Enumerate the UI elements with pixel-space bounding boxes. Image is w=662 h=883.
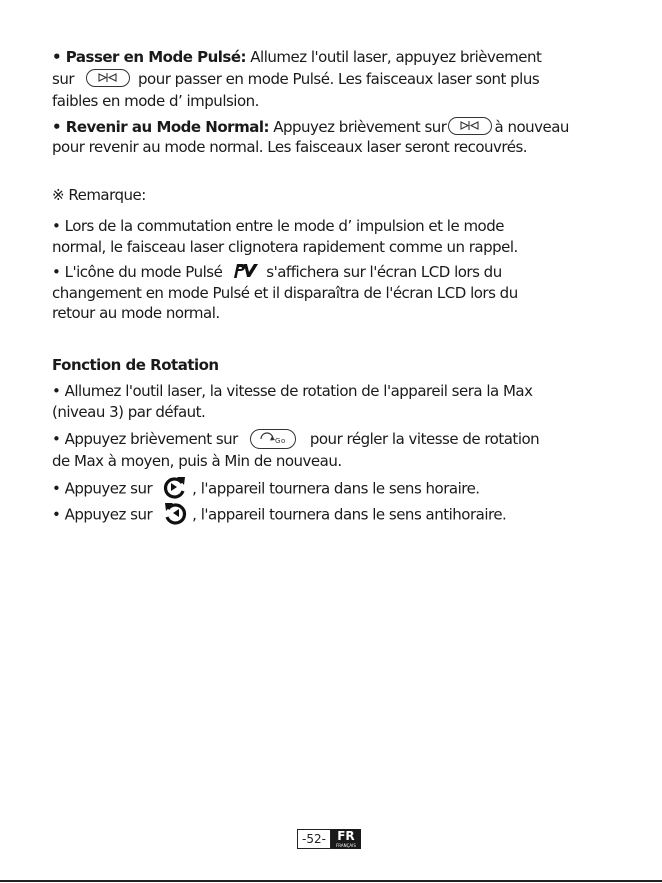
pulse-line-1-text: Allumez l'outil laser, appuyez brièvement bbox=[246, 48, 542, 66]
note-line-5: retour au mode normal. bbox=[52, 304, 220, 322]
rotation-line-3-post: pour régler la vitesse de rotation bbox=[309, 430, 540, 448]
note-line-2: normal, le faisceau laser clignotera rapidement comme un rappel. bbox=[52, 238, 518, 256]
pulse-line-3: faibles en mode d’ impulsion. bbox=[52, 92, 259, 110]
pulse-line-2-pre: sur bbox=[52, 70, 74, 88]
rotation-speed-button-icon bbox=[250, 429, 296, 449]
page-number: -52- bbox=[297, 829, 331, 849]
bottom-rule bbox=[0, 880, 662, 882]
note-line-3-pre: • L'icône du mode Pulsé bbox=[52, 263, 223, 281]
rotation-line-6 bbox=[52, 502, 506, 528]
rotation-line-1: • Allumez l'outil laser, la vitesse de rotation de l'appareil sera la Max bbox=[52, 382, 533, 400]
rotation-line-3-pre: • Appuyez brièvement sur bbox=[52, 430, 238, 448]
pulse-line-2 bbox=[52, 68, 539, 90]
note-line-3 bbox=[52, 261, 502, 283]
svg-text:G: G bbox=[274, 436, 280, 445]
language-code: FR bbox=[337, 829, 355, 843]
pulse-line-4 bbox=[52, 116, 569, 138]
rotation-line-6-post: , l'appareil tournera dans le sens antihoraire. bbox=[192, 505, 507, 524]
pulse-button-icon bbox=[86, 69, 130, 87]
pulse-line-4-post: à nouveau bbox=[494, 118, 569, 136]
pulse-line-2-post: pour passer en mode Pulsé. Les faisceaux laser sont plus bbox=[138, 70, 540, 88]
rotation-title: Fonction de Rotation bbox=[52, 356, 219, 374]
rotation-line-5-pre: • Appuyez sur bbox=[52, 479, 153, 498]
rotation-line-5 bbox=[52, 476, 480, 502]
rotate-counterclockwise-icon bbox=[162, 500, 188, 526]
note-line-4: changement en mode Pulsé et il disparaîtra de l'écran LCD lors du bbox=[52, 284, 518, 302]
pulse-button-icon bbox=[448, 117, 492, 135]
pulse-line-5: pour revenir au mode normal. Les faisceaux laser seront recouvrés. bbox=[52, 138, 528, 156]
rotation-line-3 bbox=[52, 428, 539, 450]
rotation-line-5-post: , l'appareil tournera dans le sens horaire. bbox=[192, 479, 480, 498]
pulse-line-4-text: Appuyez brièvement sur bbox=[268, 118, 447, 136]
page-footer bbox=[297, 829, 361, 849]
language-badge bbox=[331, 829, 361, 849]
note-title: ※ Remarque: bbox=[52, 186, 146, 204]
rotation-line-6-pre: • Appuyez sur bbox=[52, 505, 153, 524]
svg-text:o: o bbox=[280, 436, 285, 445]
rotate-clockwise-icon bbox=[162, 474, 188, 500]
pulse-line-1 bbox=[52, 46, 541, 68]
pulse-enter-heading: • Passer en Mode Pulsé: bbox=[52, 48, 247, 66]
note-line-3-post: s'affichera sur l'écran LCD lors du bbox=[266, 263, 502, 281]
note-line-1: • Lors de la commutation entre le mode d’ impulsion et le mode bbox=[52, 217, 504, 235]
rotation-line-2: (niveau 3) par défaut. bbox=[52, 403, 206, 421]
language-name: FRANÇAIS bbox=[335, 843, 356, 848]
pulse-mode-lcd-icon bbox=[232, 260, 260, 280]
pulse-exit-heading: • Revenir au Mode Normal: bbox=[52, 118, 269, 136]
rotation-line-4: de Max à moyen, puis à Min de nouveau. bbox=[52, 452, 342, 470]
